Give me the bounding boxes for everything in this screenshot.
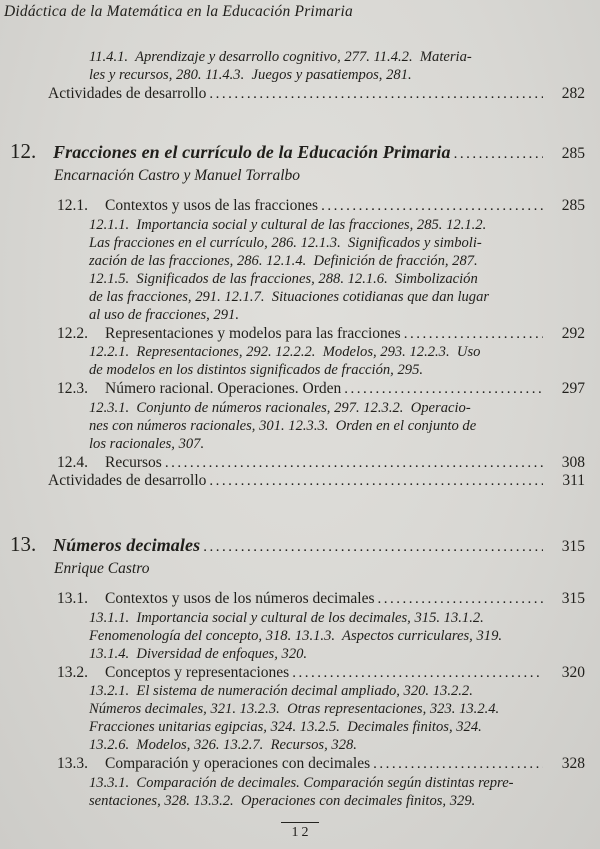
section-entry-row [57, 590, 585, 609]
subsection-line: Números decimales, 321. 13.2.3. Otras representaciones, 323. 13.2.4. [89, 701, 500, 717]
section-entry-row [57, 755, 585, 774]
subsection-lines [89, 399, 600, 453]
section-page-ref: 297 [561, 380, 585, 397]
subsection-line: 13.1.4. Diversidad de enfoques, 320. [89, 645, 308, 662]
subsection-line: zación de las fracciones, 286. 12.1.4. Definición de fracción, 287. [89, 252, 478, 269]
chapter-title: Fracciones en el currículo de la Educación Primaria [53, 141, 451, 162]
activities-page-ref: 311 [562, 472, 585, 489]
subsection-lines [89, 343, 600, 379]
dot-leader [165, 454, 543, 473]
running-header: Didáctica de la Matemática en la Educación Primaria [4, 3, 353, 20]
chapter-number: 12. [10, 138, 37, 163]
subsection-line: 12.1.1. Importancia social y cultural de las fracciones, 285. 12.1.2. [89, 216, 487, 233]
activities-page-ref: 282 [561, 85, 585, 102]
section-page-ref: 292 [561, 324, 585, 342]
subsection-line: de modelos en los distintos significados de fracción, 295. [89, 362, 424, 378]
section-number: 12.3. [57, 380, 88, 397]
dot-leader [203, 534, 543, 560]
activities-label: Actividades de desarrollo [48, 472, 207, 489]
chapter-heading-row [10, 531, 585, 560]
subsection-lines [89, 216, 600, 324]
subsection-line: 11.4.1. Aprendizaje y desarrollo cognitivo, 277. 11.4.2. Materia- [89, 49, 472, 65]
section-number: 12.4. [57, 453, 88, 471]
section-page-ref: 328 [561, 755, 585, 772]
dot-leader [209, 472, 543, 491]
subsection-line: nes con números racionales, 301. 12.3.3. Orden en el conjunto de [89, 417, 477, 434]
subsection-lines [89, 682, 600, 754]
chapter-authors: Encarnación Castro y Manuel Torralbo [54, 166, 300, 184]
section-page-ref: 285 [561, 197, 585, 214]
subsection-line: 13.1.1. Importancia social y cultural de los decimales, 315. 13.1.2. [89, 609, 484, 626]
section-title: Número racional. Operaciones. Orden [105, 380, 342, 397]
dot-leader [321, 197, 543, 216]
chapter-number: 13. [10, 531, 37, 556]
table-of-contents [0, 21, 600, 810]
subsection-lines [89, 48, 600, 84]
section-title: Contextos y usos de los números decimales [105, 590, 375, 607]
chapter-heading-row [10, 138, 585, 167]
subsection-line: les y recursos, 280. 11.4.3. Juegos y pasatiempos, 281. [89, 67, 412, 83]
section-number: 13.2. [57, 663, 88, 681]
section-entry-row [57, 325, 585, 344]
subsection-line: Las fracciones en el currículo, 286. 12.1.3. Significados y simboli- [89, 234, 482, 251]
subsection-line: 13.2.1. El sistema de numeración decimal ampliado, 320. 13.2.2. [89, 683, 473, 699]
subsection-lines [89, 774, 600, 810]
section-title: Conceptos y representaciones [105, 663, 290, 681]
subsection-line: de las fracciones, 291. 12.1.7. Situaciones cotidianas que dan lugar [89, 288, 490, 305]
chapter-page-ref: 285 [561, 144, 585, 162]
section-entry-row [57, 197, 585, 216]
section-number: 12.1. [57, 197, 88, 214]
section-number: 12.2. [57, 324, 88, 342]
subsection-line: al uso de fracciones, 291. [89, 306, 239, 323]
subsection-line: 12.3.1. Conjunto de números racionales, 297. 12.3.2. Operacio- [89, 399, 471, 416]
chapter-title: Números decimales [53, 534, 201, 555]
subsection-lines [89, 609, 600, 663]
chapter-block [0, 531, 600, 810]
section-page-ref: 315 [561, 590, 585, 607]
section-entry-row [57, 454, 585, 473]
chapter-page-ref: 315 [561, 537, 585, 555]
section-title: Contextos y usos de las fracciones [105, 197, 319, 214]
subsection-line: Fracciones unitarias egipcias, 324. 13.2.5. Decimales finitos, 324. [89, 719, 482, 735]
section-title: Representaciones y modelos para las fracciones [105, 324, 401, 342]
dot-leader [404, 325, 543, 344]
section-entry-row [57, 380, 585, 399]
dot-leader [373, 755, 543, 774]
activities-entry-row [48, 85, 585, 104]
dot-leader [209, 85, 543, 104]
section-page-ref: 320 [561, 663, 585, 681]
subsection-line: 13.3.1. Comparación de decimales. Comparación según distintas repre- [89, 774, 514, 791]
section-number: 13.1. [57, 590, 88, 607]
subsection-line: sentaciones, 328. 13.3.2. Operaciones con decimales finitos, 329. [89, 792, 476, 809]
chapter-block [0, 138, 600, 491]
dot-leader [344, 380, 543, 399]
section-title: Comparación y operaciones con decimales [105, 755, 371, 772]
subsection-line: Fenomenología del concepto, 318. 13.1.3. Aspectos curriculares, 319. [89, 627, 503, 644]
activities-label: Actividades de desarrollo [48, 85, 207, 102]
section-title: Recursos [105, 453, 162, 471]
dot-leader [292, 664, 543, 683]
chapter-block [0, 48, 600, 104]
subsection-line: 13.2.6. Modelos, 326. 13.2.7. Recursos, 328. [89, 737, 357, 753]
activities-entry-row [48, 472, 585, 491]
section-number: 13.3. [57, 755, 88, 772]
section-entry-row [57, 664, 585, 683]
subsection-line: 12.1.5. Significados de las fracciones, 288. 12.1.6. Simbolización [89, 270, 478, 287]
subsection-line: los racionales, 307. [89, 435, 205, 452]
dot-leader [378, 590, 544, 609]
chapter-authors: Enrique Castro [54, 559, 150, 577]
page-footer [0, 822, 600, 841]
subsection-line: 12.2.1. Representaciones, 292. 12.2.2. Modelos, 293. 12.2.3. Uso [89, 344, 481, 360]
section-page-ref: 308 [561, 453, 585, 471]
dot-leader [454, 141, 543, 167]
page-number: 12 [281, 822, 319, 841]
